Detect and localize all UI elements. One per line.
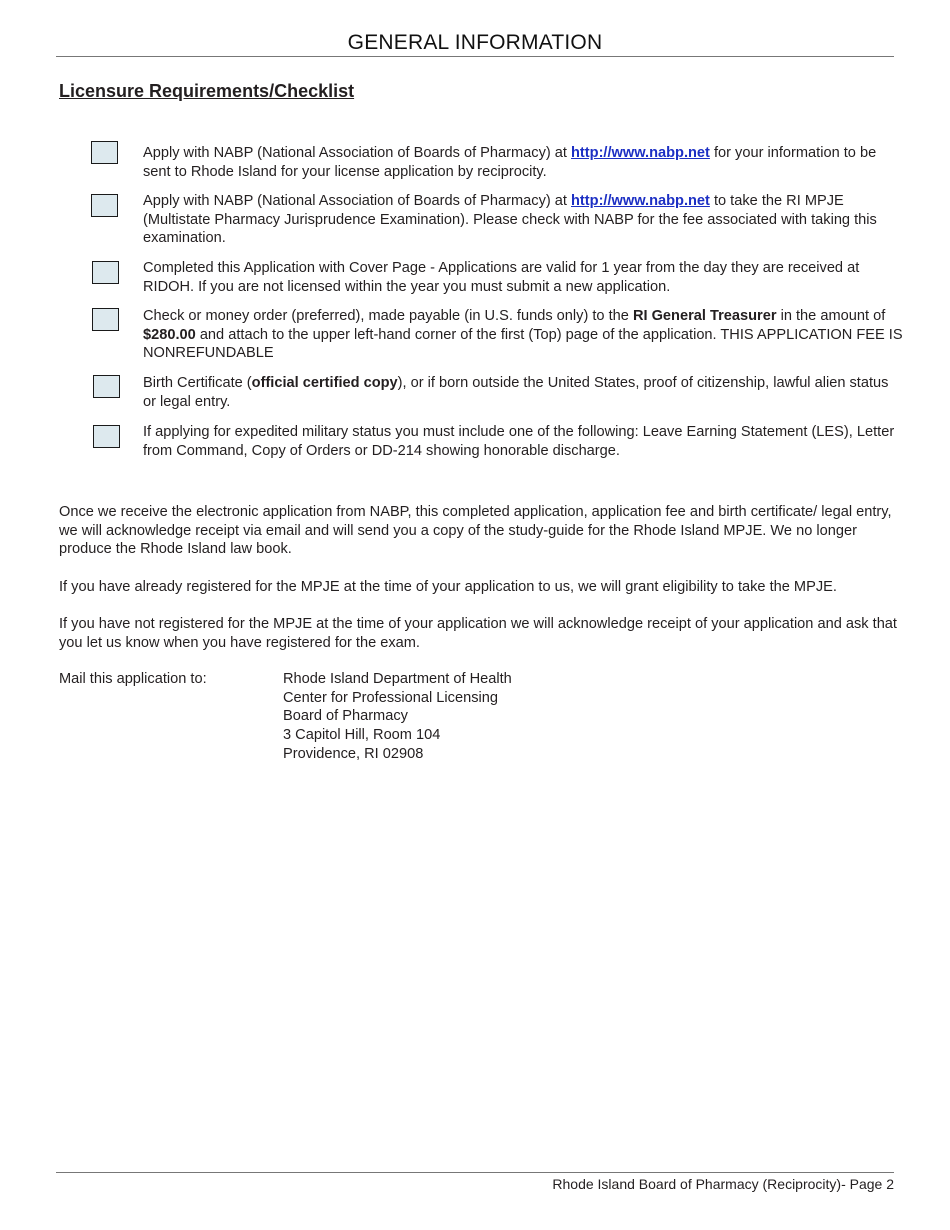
footer-divider bbox=[56, 1172, 894, 1173]
item-text: in the amount of bbox=[776, 308, 886, 324]
checklist-item-military: If applying for expedited military status you must include one of the following: Leave Earning Statement (LES), Letter from Command, Copy of Orders or DD-214 showing honorable discharge. bbox=[143, 424, 895, 459]
item-text: to take the RI MPJE (Multistate Pharmacy Jurisprudence Examination). Please check with NABP for the fee associated with taking this examination. bbox=[143, 193, 877, 246]
page-footer: Rhode Island Board of Pharmacy (Reciprocity)- Page 2 bbox=[552, 1176, 894, 1192]
address-line: Board of Pharmacy bbox=[283, 708, 408, 725]
checklist-item-nabp-transfer bbox=[143, 144, 903, 181]
checkbox-nabp-transfer[interactable] bbox=[91, 141, 118, 164]
fee-amount: $280.00 bbox=[143, 326, 196, 343]
checkbox-military[interactable] bbox=[93, 425, 120, 448]
item-text: for your information to be sent to Rhode Island for your license application by reciprocity. bbox=[143, 145, 877, 180]
item-text: Apply with NABP (National Association of Boards of Pharmacy) at bbox=[143, 145, 572, 161]
address-line: 3 Capitol Hill, Room 104 bbox=[283, 727, 441, 744]
info-paragraph: Once we receive the electronic application from NABP, this completed application, application fee and birth certificate/ legal entry, we will acknowledge receipt via email and will send you a copy of the study-guide for the Rhode Island MPJE. We no longer produce the Rhode Island law book. bbox=[59, 504, 892, 557]
header-divider bbox=[56, 56, 894, 57]
mail-label: Mail this application to: bbox=[59, 671, 207, 687]
checklist-item-birth-certificate bbox=[143, 374, 903, 411]
checkbox-application[interactable] bbox=[92, 261, 119, 284]
checklist-item-nabp-mpje bbox=[143, 192, 903, 248]
checkbox-birth-certificate[interactable] bbox=[93, 375, 120, 398]
checkbox-nabp-mpje[interactable] bbox=[91, 194, 118, 217]
item-text: Birth Certificate ( bbox=[143, 375, 252, 391]
item-text: ), or if born outside the United States, proof of citizenship, lawful alien status or legal entry. bbox=[143, 375, 889, 410]
info-paragraph: If you have not registered for the MPJE at the time of your application we will acknowledge receipt of your application and ask that you let us know when you have registered for the exam. bbox=[59, 616, 897, 651]
checklist-item-fee bbox=[143, 307, 903, 363]
checkbox-fee[interactable] bbox=[92, 308, 119, 331]
info-paragraph: If you have already registered for the MPJE at the time of your application to us, we will grant eligibility to take the MPJE. bbox=[59, 579, 837, 595]
item-text: and attach to the upper left-hand corner of the first (Top) page of the application. THIS APPLICATION FEE IS NONREFUNDABLE bbox=[143, 326, 903, 361]
address-line: Providence, RI 02908 bbox=[283, 745, 424, 762]
checklist-item-application: Completed this Application with Cover Page - Applications are valid for 1 year from the day they are received at RIDOH. If you are not licensed within the year you must submit a new application. bbox=[143, 260, 860, 295]
item-text: Check or money order (preferred), made payable (in U.S. funds only) to the bbox=[143, 308, 633, 324]
nabp-link[interactable]: http://www.nabp.net bbox=[571, 193, 710, 209]
emphasis-text: official certified copy bbox=[251, 375, 398, 391]
item-text: Apply with NABP (National Association of Boards of Pharmacy) at bbox=[143, 193, 572, 209]
mail-address bbox=[283, 670, 512, 764]
section-title: Licensure Requirements/Checklist bbox=[59, 81, 355, 101]
address-line: Rhode Island Department of Health bbox=[283, 671, 512, 687]
nabp-link[interactable]: http://www.nabp.net bbox=[571, 145, 710, 161]
payee-name: RI General Treasurer bbox=[632, 308, 777, 324]
page-title: GENERAL INFORMATION bbox=[347, 31, 603, 54]
address-line: Center for Professional Licensing bbox=[283, 689, 498, 706]
